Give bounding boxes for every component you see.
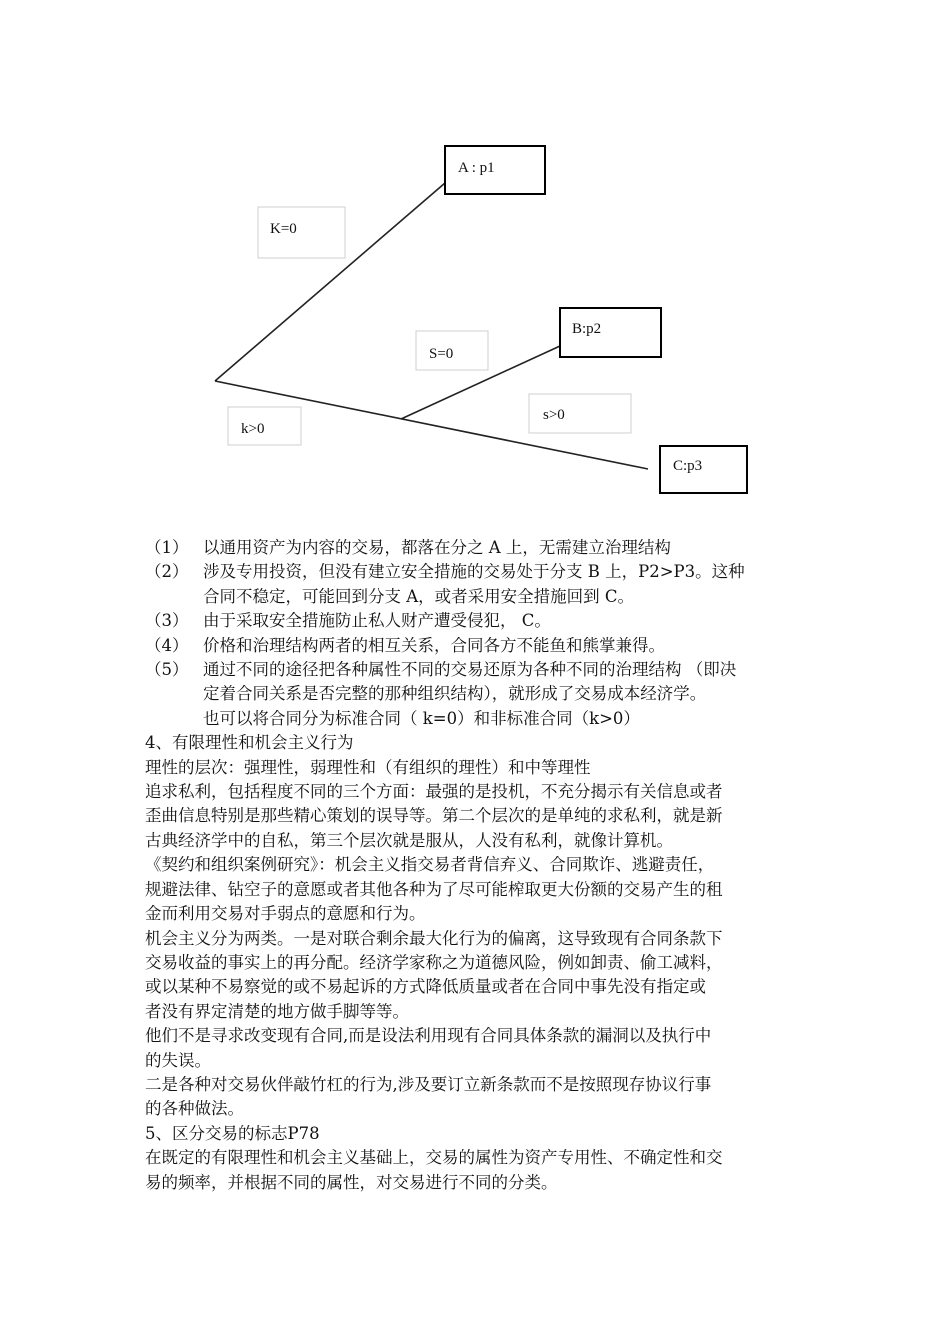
list-text: 由于采取安全措施防止私人财产遭受侵犯， C。 xyxy=(203,611,551,631)
list-number: （1） xyxy=(145,538,189,557)
section-heading-4: 4、有限理性和机会主义行为 xyxy=(145,733,354,753)
list-number: （5） xyxy=(145,660,189,680)
document-body xyxy=(145,536,820,1195)
list-item-4 xyxy=(145,634,820,658)
edge-label-kgt0 xyxy=(228,407,301,445)
edge-label-s0 xyxy=(416,331,488,370)
list-item-2-continued: 合同不稳定，可能回到分支 A，或者采用安全措施回到 C。 xyxy=(203,586,635,606)
numbered-list xyxy=(145,536,820,731)
paragraph-line: 歪曲信息特别是那些精心策划的误导等。第二个层次的是单纯的求私利，就是新 xyxy=(145,806,723,826)
paragraph-line: 在既定的有限理性和机会主义基础上，交易的属性为资产专用性、不确定性和交 xyxy=(145,1148,723,1168)
list-text: 通过不同的途径把各种属性不同的交易还原为各种不同的治理结构 （即决 xyxy=(203,660,737,680)
node-b xyxy=(560,308,661,357)
paragraph-line: 金而利用交易对手弱点的意愿和行为。 xyxy=(145,904,426,924)
list-item-5-note: 也可以将合同分为标准合同（ k=0）和非标准合同（k>0） xyxy=(203,708,640,728)
edge-label-sgt0 xyxy=(529,394,631,433)
node-a xyxy=(445,146,545,194)
paragraph-line: 或以某种不易察觉的或不易起诉的方式降低质量或者在合同中事先没有指定或 xyxy=(145,977,706,997)
list-item-5-continued: 定着合同关系是否完整的那种组织结构），就形成了交易成本经济学。 xyxy=(203,684,707,704)
list-item-3 xyxy=(145,609,820,633)
paragraph-line: 《契约和组织案例研究》：机会主义指交易者背信弃义、合同欺诈、逃避责任， xyxy=(145,855,715,875)
paragraph-line: 追求私利，包括程度不同的三个方面：最强的是投机，不充分揭示有关信息或者 xyxy=(145,782,723,802)
node-a-label: A : p1 xyxy=(458,160,495,176)
paragraph-line: 的失误。 xyxy=(145,1050,211,1070)
edge-label-s0-text: S=0 xyxy=(429,346,454,362)
paragraph-line: 的各种做法。 xyxy=(145,1099,244,1119)
edge-label-sgt0-text: s>0 xyxy=(543,407,565,423)
node-b-label: B:p2 xyxy=(572,321,602,337)
list-number: （4） xyxy=(145,635,189,655)
list-text: 价格和治理结构两者的相互关系，合同各方不能鱼和熊掌兼得。 xyxy=(203,635,665,655)
paragraph-line: 者没有界定清楚的地方做手脚等等。 xyxy=(145,1001,409,1021)
paragraph-line: 机会主义分为两类。一是对联合剩余最大化行为的偏离，这导致现有合同条款下 xyxy=(145,928,723,948)
edge-label-kgt0-text: k>0 xyxy=(241,421,265,437)
paragraph-line: 理性的层次：强理性，弱理性和（有组织的理性）和中等理性 xyxy=(145,757,591,777)
edge-label-k0-text: K=0 xyxy=(270,221,297,237)
list-item-2 xyxy=(145,560,820,584)
edge-label-k0 xyxy=(258,207,345,258)
list-number: （2） xyxy=(145,562,189,582)
list-number: （3） xyxy=(145,611,189,631)
list-text: 以通用资产为内容的交易，都落在分之 A 上，无需建立治理结构 xyxy=(203,538,671,557)
paragraph-line: 交易收益的事实上的再分配。经济学家称之为道德风险，例如卸责、偷工减料， xyxy=(145,952,723,972)
list-text: 涉及专用投资，但没有建立安全措施的交易处于分支 B 上，P2>P3。这种 xyxy=(203,562,745,582)
paragraph-line: 易的频率，并根据不同的属性，对交易进行不同的分类。 xyxy=(145,1172,558,1192)
node-c xyxy=(660,446,747,493)
list-item-1 xyxy=(145,536,820,560)
decision-tree-diagram xyxy=(0,0,950,520)
paragraph-line: 他们不是寻求改变现有合同,而是设法利用现有合同具体条款的漏洞以及执行中 xyxy=(145,1026,712,1046)
section-heading-5: 5、区分交易的标志P78 xyxy=(145,1123,320,1143)
paragraph-line: 二是各种对交易伙伴敲竹杠的行为,涉及要订立新条款而不是按照现存协议行事 xyxy=(145,1074,712,1094)
paragraph-line: 古典经济学中的自私，第三个层次就是服从，人没有私利，就像计算机。 xyxy=(145,830,673,850)
paragraph-line: 规避法律、钻空子的意愿或者其他各种为了尽可能榨取更大份额的交易产生的租 xyxy=(145,879,723,899)
node-c-label: C:p3 xyxy=(673,458,703,474)
body-paragraphs xyxy=(145,731,820,1195)
list-item-5 xyxy=(145,658,820,682)
